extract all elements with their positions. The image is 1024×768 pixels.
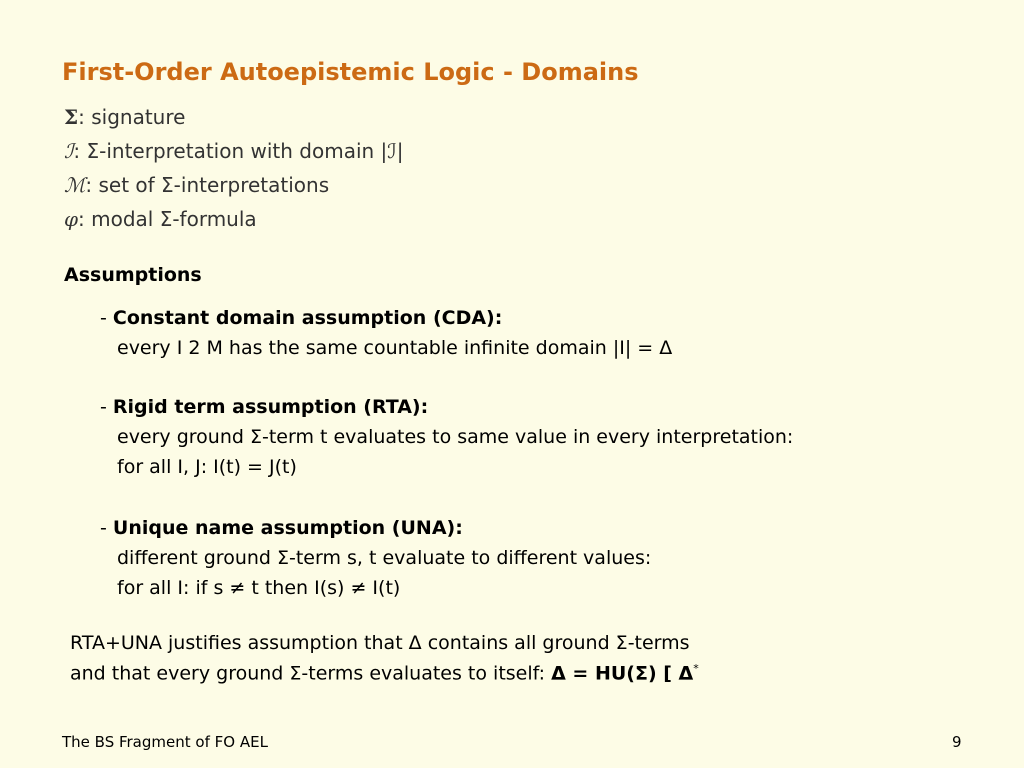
definition-text: : signature [78, 105, 186, 129]
note-line-1: RTA+UNA justifies assumption that Δ contains all ground Σ-terms [70, 632, 690, 654]
definition-interpretation [64, 134, 403, 168]
cda-heading-line [100, 307, 502, 329]
una-heading: Unique name assumption (UNA): [112, 517, 463, 539]
slide-title: First-Order Autoepistemic Logic - Domains [62, 58, 639, 86]
cda-line-1: every I 2 M has the same countable infinite domain |I| = Δ [117, 337, 673, 359]
definition-signature [64, 100, 403, 134]
sigma-symbol: Σ [64, 105, 79, 129]
definition-set-of-interpretations [64, 168, 403, 202]
una-heading-line [100, 517, 463, 539]
rta-line-1: every ground Σ-term t evaluates to same value in every interpretation: [117, 426, 794, 448]
bullet-dash: - [100, 307, 113, 329]
cda-heading: Constant domain assumption (CDA): [112, 307, 503, 329]
definition-formula [64, 202, 403, 236]
footer-title: The BS Fragment of FO AEL [62, 733, 268, 751]
assumptions-heading: Assumptions [64, 264, 202, 286]
definition-text: : modal Σ-formula [78, 207, 257, 231]
rta-heading: Rigid term assumption (RTA): [112, 396, 429, 418]
note-line-2 [70, 662, 699, 684]
bullet-dash: - [100, 396, 113, 418]
rta-line-2: for all I, J: I(t) = J(t) [117, 456, 297, 478]
definition-text: : Σ-interpretation with domain |ℐ| [73, 139, 404, 163]
note-line-2-text: and that every ground Σ-terms evaluates to itself: [70, 662, 552, 685]
herbrand-formula: Δ = HU(Σ) [ Δ [551, 662, 694, 685]
formula-superscript: * [693, 662, 699, 675]
bullet-dash: - [100, 517, 113, 539]
rta-heading-line [100, 396, 428, 418]
model-set-symbol: ℳ [64, 173, 86, 197]
una-line-2: for all I: if s ≠ t then I(s) ≠ I(t) [117, 577, 401, 599]
definition-text: : set of Σ-interpretations [85, 173, 330, 197]
una-line-1: different ground Σ-term s, t evaluate to different values: [117, 547, 652, 569]
phi-symbol: φ [64, 207, 79, 231]
interpretation-symbol: ℐ [64, 139, 74, 163]
definitions-list [64, 100, 403, 236]
page-number: 9 [952, 733, 962, 751]
